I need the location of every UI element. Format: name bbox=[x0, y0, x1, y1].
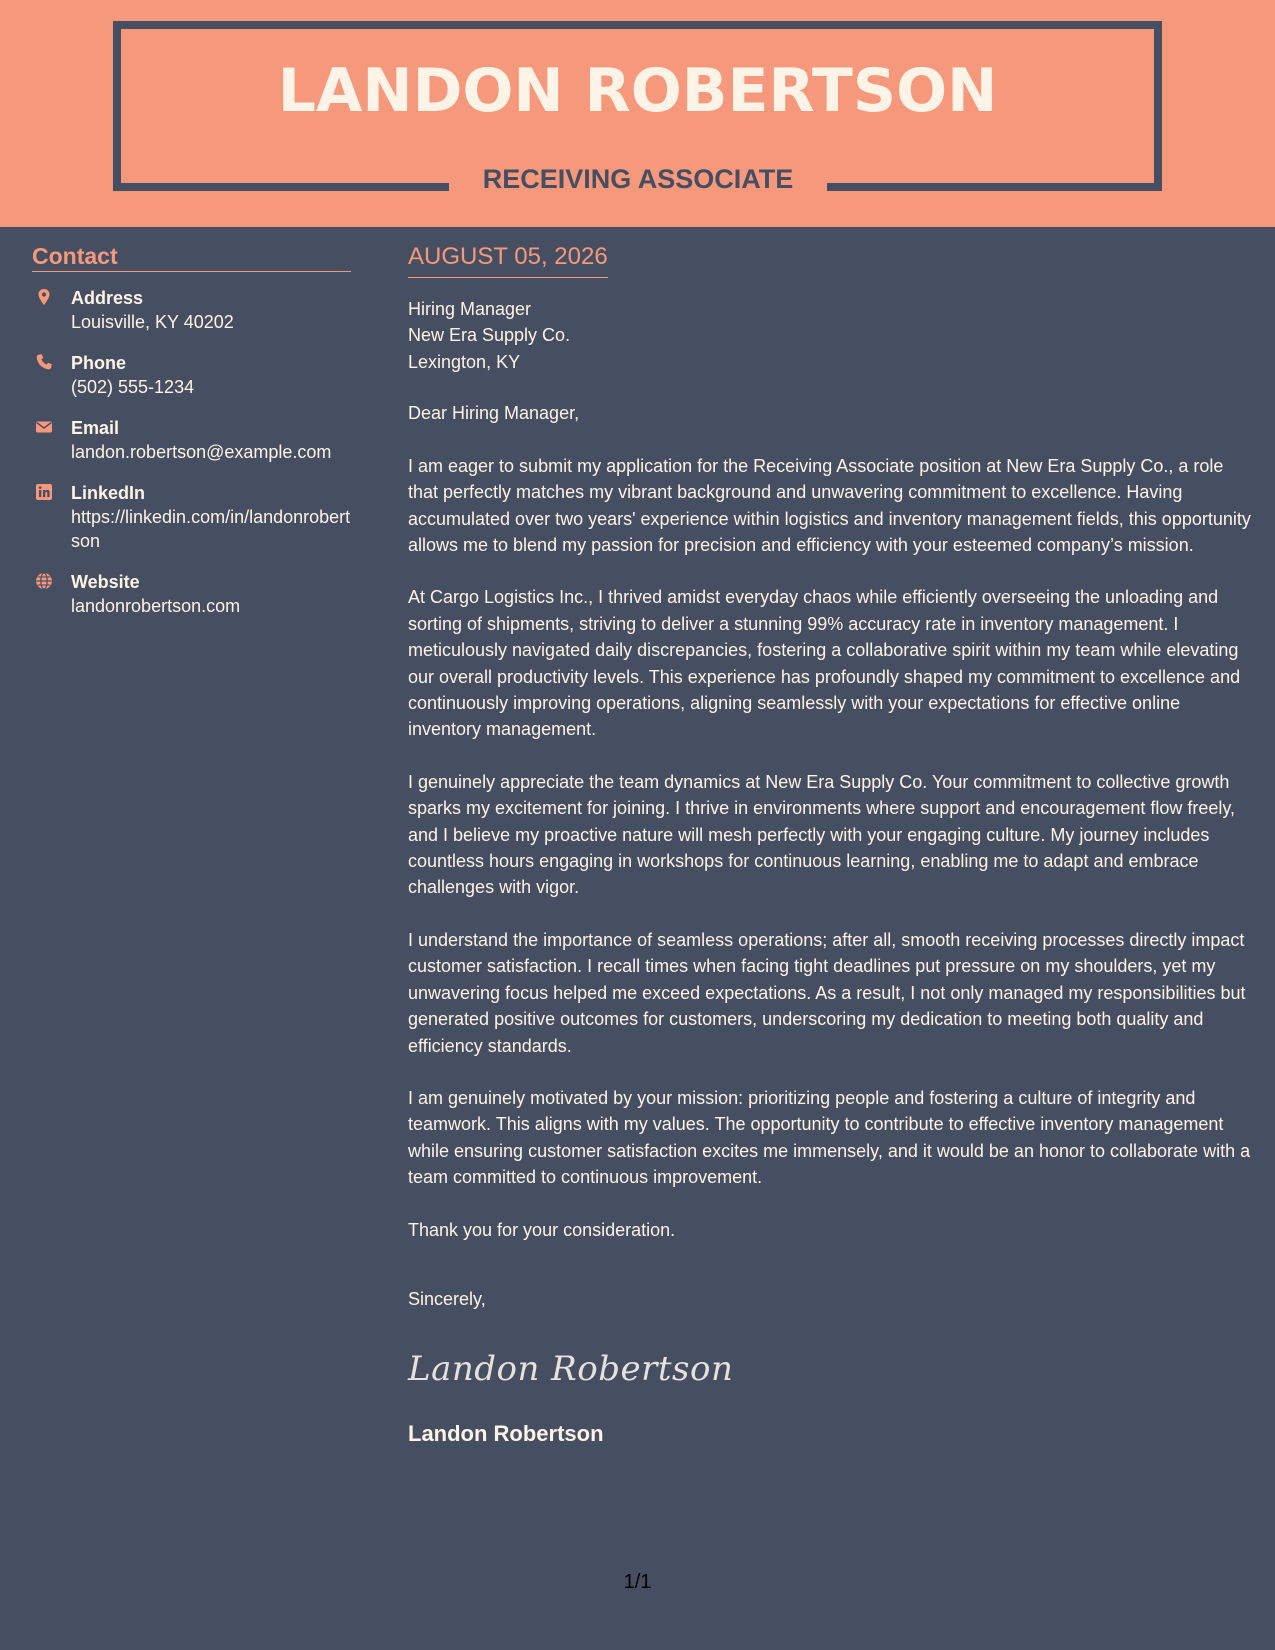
globe-icon bbox=[35, 572, 53, 590]
envelope-icon bbox=[35, 418, 53, 436]
letter-body bbox=[408, 243, 1253, 1447]
paragraph-2: At Cargo Logistics Inc., I thrived amidst everyday chaos while efficiently overseeing the unloading and sorting of shipments, striving to deliver a stunning 99% accuracy rate in inventory management. I meticulously navigated daily discrepancies, fostering a collaborative spirit within my team while elevating our overall productivity levels. This experience has profoundly shaped my commitment to excellence and continuously improving operations, aligning seamlessly with your expectations for effective online inventory management. bbox=[408, 587, 1241, 740]
job-title: RECEIVING ASSOCIATE bbox=[482, 164, 794, 194]
recipient-title: Hiring Manager bbox=[408, 298, 532, 319]
linkedin-icon bbox=[35, 483, 53, 501]
paragraph-3: I genuinely appreciate the team dynamics at New Era Supply Co. Your commitment to collective growth sparks my excitement for joining. I thrive in environments where support and encouragement flow freely, and I believe my proactive nature will mesh perfectly with your engaging culture. My journey includes countless hours engaging in workshops for continuous learning, enabling me to adapt and embrace challenges with vigor. bbox=[408, 771, 1236, 898]
email-value[interactable]: landon.robertson@example.com bbox=[71, 442, 332, 463]
recipient-company: New Era Supply Co. bbox=[408, 325, 571, 346]
address-label: Address bbox=[71, 288, 144, 309]
phone-label: Phone bbox=[71, 353, 127, 374]
linkedin-value[interactable]: https://linkedin.com/in/landonrobertson bbox=[71, 507, 351, 552]
page-number: 1/1 bbox=[623, 1571, 652, 1593]
recipient-block bbox=[408, 296, 1253, 376]
map-pin-icon bbox=[35, 288, 53, 306]
letter-date: AUGUST 05, 2026 bbox=[408, 243, 608, 278]
contact-item-phone bbox=[32, 351, 351, 399]
recipient-location: Lexington, KY bbox=[408, 351, 521, 372]
linkedin-label: LinkedIn bbox=[71, 483, 146, 504]
signature: Landon Robertson bbox=[408, 1348, 734, 1389]
contact-item-email bbox=[32, 416, 351, 464]
contact-item-linkedin bbox=[32, 481, 351, 553]
email-label: Email bbox=[71, 418, 120, 439]
greeting: Dear Hiring Manager, bbox=[408, 403, 580, 424]
candidate-name: LANDON ROBERTSON bbox=[277, 56, 998, 126]
thanks-line: Thank you for your consideration. bbox=[408, 1219, 676, 1240]
phone-icon bbox=[35, 353, 53, 371]
phone-value: (502) 555-1234 bbox=[71, 377, 195, 398]
signer-name: Landon Robertson bbox=[408, 1420, 604, 1446]
contact-item-address bbox=[32, 286, 351, 334]
contact-sidebar bbox=[32, 243, 351, 618]
address-value: Louisville, KY 40202 bbox=[71, 312, 234, 333]
website-value[interactable]: landonrobertson.com bbox=[71, 596, 241, 617]
header-frame-bottom-right bbox=[827, 183, 1162, 191]
closing-line: Sincerely, bbox=[408, 1289, 486, 1310]
contact-heading: Contact bbox=[32, 243, 351, 272]
paragraph-1: I am eager to submit my application for the Receiving Associate position at New Era Supply Co., a role that perfectly matches my vibrant background and unwavering commitment to excellence. Having accumulated over two years' experience within logistics and inventory management fields, this opportunity allows me to blend my passion for precision and efficiency with your esteemed company’s mission. bbox=[408, 455, 1251, 556]
paragraph-5: I am genuinely motivated by your mission: prioritizing people and fostering a culture of integrity and teamwork. This aligns with my values. The opportunity to contribute to effective inventory management while ensuring customer satisfaction excites me immensely, and it would be an honor to collaborate with a team committed to continuous improvement. bbox=[408, 1087, 1251, 1188]
website-label: Website bbox=[71, 572, 140, 593]
header-banner bbox=[0, 0, 1275, 227]
paragraph-4: I understand the importance of seamless operations; after all, smooth receiving processes directly impact customer satisfaction. I recall times when facing tight deadlines put pressure on my shoulders, yet my unwavering focus helped me exceed expectations. As a result, I not only managed my responsibilities but generated positive outcomes for customers, underscoring my dedication to meeting both quality and efficiency standards. bbox=[408, 929, 1246, 1056]
contact-item-website bbox=[32, 570, 351, 618]
header-frame-bottom-left bbox=[113, 183, 449, 191]
